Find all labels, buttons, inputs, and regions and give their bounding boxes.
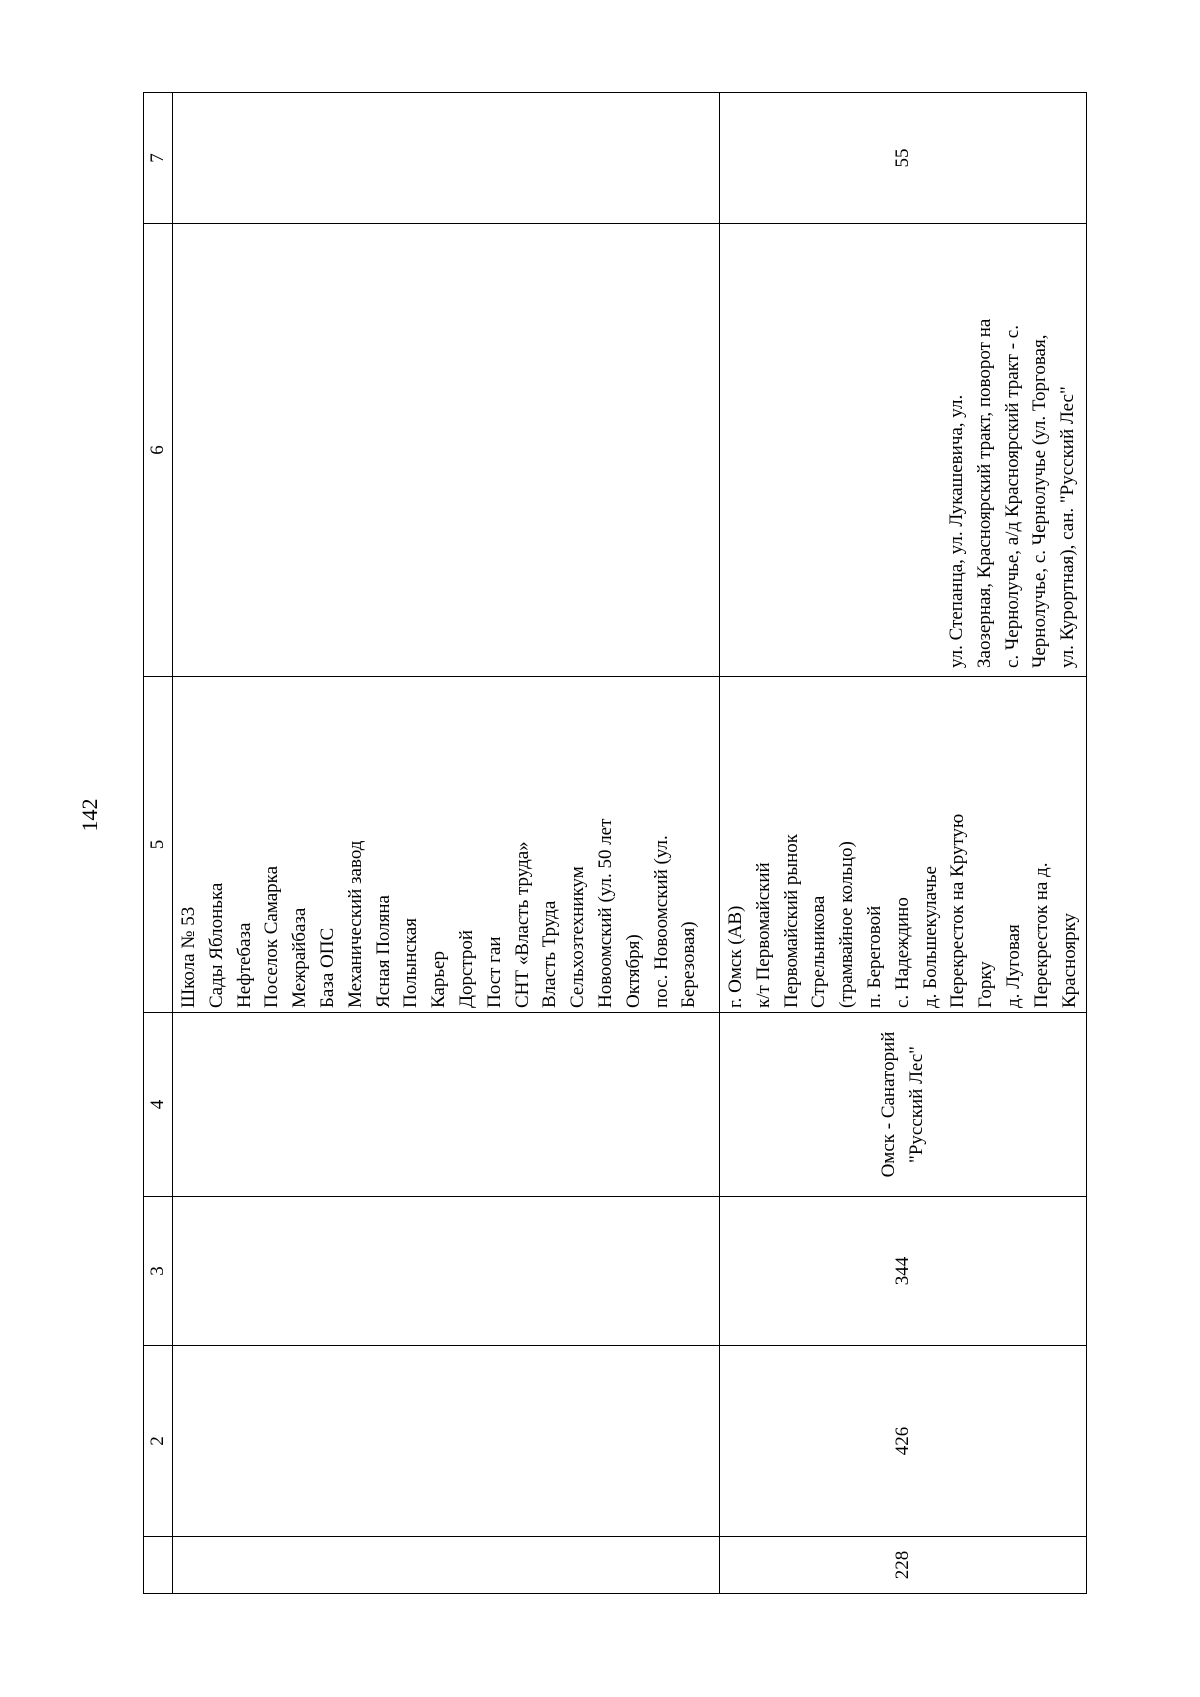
table-row [173,93,720,1594]
stop-item: Октября) [622,934,644,1008]
stop-item: База ОПС [316,927,338,1008]
street-line: Заозерная, Красноярский тракт, поворот на [973,318,995,668]
stop-item: с. Надеждино [891,897,913,1008]
stop-item: г. Омск (АВ) [725,905,746,1008]
stop-item: Перекресток на Крутую [947,813,969,1008]
street-line: с. Чернолучье, а/д Красноярский тракт - с. [1001,325,1023,668]
table-row [720,93,1087,1594]
street-line: Чернолучье, с. Чернолучье (ул. Торговая, [1029,334,1051,668]
stop-item: Горку [975,961,997,1008]
table-header-row [144,93,173,1594]
stop-item: пос. Новоомский (ул. [650,835,672,1008]
route-name [720,1013,1087,1197]
header-cell-2: 2 [144,1346,173,1537]
header-cell-4: 4 [144,1013,173,1197]
stop-item: Стрельникова [808,895,830,1008]
stop-item: к/т Первомайский [752,862,774,1008]
header-cell-1 [144,1537,173,1594]
row2-cell-7: 55 [720,93,1087,224]
stop-item: (трамвайное кольцо) [836,841,858,1008]
header-cell-3: 3 [144,1197,173,1346]
stop-item: Перекресток на д. [1030,862,1052,1008]
stop-item: д. Большекулачье [919,866,941,1008]
row1-cell-4 [173,1013,720,1197]
stop-item: Межрайбаза [289,907,311,1008]
stop-item: Красноярку [1058,912,1080,1008]
row1-cell-3 [173,1197,720,1346]
row2-cell-3: 344 [720,1197,1087,1346]
stop-item: Власть Труда [539,900,561,1008]
stop-item: Пост гаи [483,936,505,1008]
street-line: ул. Курортная), сан. "Русский Лес" [1057,386,1079,668]
route-name-line: "Русский Лес" [906,1046,927,1163]
stop-item: Новоомский (ул. 50 лет [594,818,616,1008]
row1-cell-7 [173,93,720,224]
row1-stops-cell [173,677,720,1013]
header-cell-7: 7 [144,93,173,224]
route-name-line: Омск - Санаторий [878,1031,900,1178]
page-number: 142 [77,798,102,832]
row2-cell-2: 426 [720,1346,1087,1537]
stop-item: Дорстрой [455,929,477,1008]
stop-item: Механический завод [344,840,366,1008]
stop-item: Нефтебаза [233,922,255,1008]
route-streets [720,224,1087,677]
stop-item: Березовая) [678,921,700,1008]
street-line: ул. Степанца, ул. Лукашевича, ул. [946,394,968,668]
stop-item: Карьер [428,951,450,1008]
header-cell-6: 6 [144,224,173,677]
rotated-table-container [143,100,1079,1594]
row1-cell-2 [173,1346,720,1537]
row2-stops-cell [720,677,1087,1013]
stop-item: Полынская [400,918,422,1008]
header-cell-5: 5 [144,677,173,1013]
route-number: 228 [720,1537,1087,1594]
stop-item: Сады Яблонька [205,882,227,1008]
route-table [143,92,1087,1594]
row1-cell-1 [173,1537,720,1594]
stop-item: д. Луговая [1002,924,1024,1008]
stop-item: п. Береговой [863,905,885,1008]
stop-item: Поселок Самарка [261,865,283,1008]
stop-item: Школа № 53 [178,906,199,1008]
stop-item: Ясная Поляна [372,895,394,1008]
stop-item: СНТ «Власть труда» [511,841,533,1008]
row1-cell-6 [173,224,720,677]
stop-item: Первомайский рынок [780,833,802,1008]
stop-item: Сельхозтехникум [567,866,589,1008]
